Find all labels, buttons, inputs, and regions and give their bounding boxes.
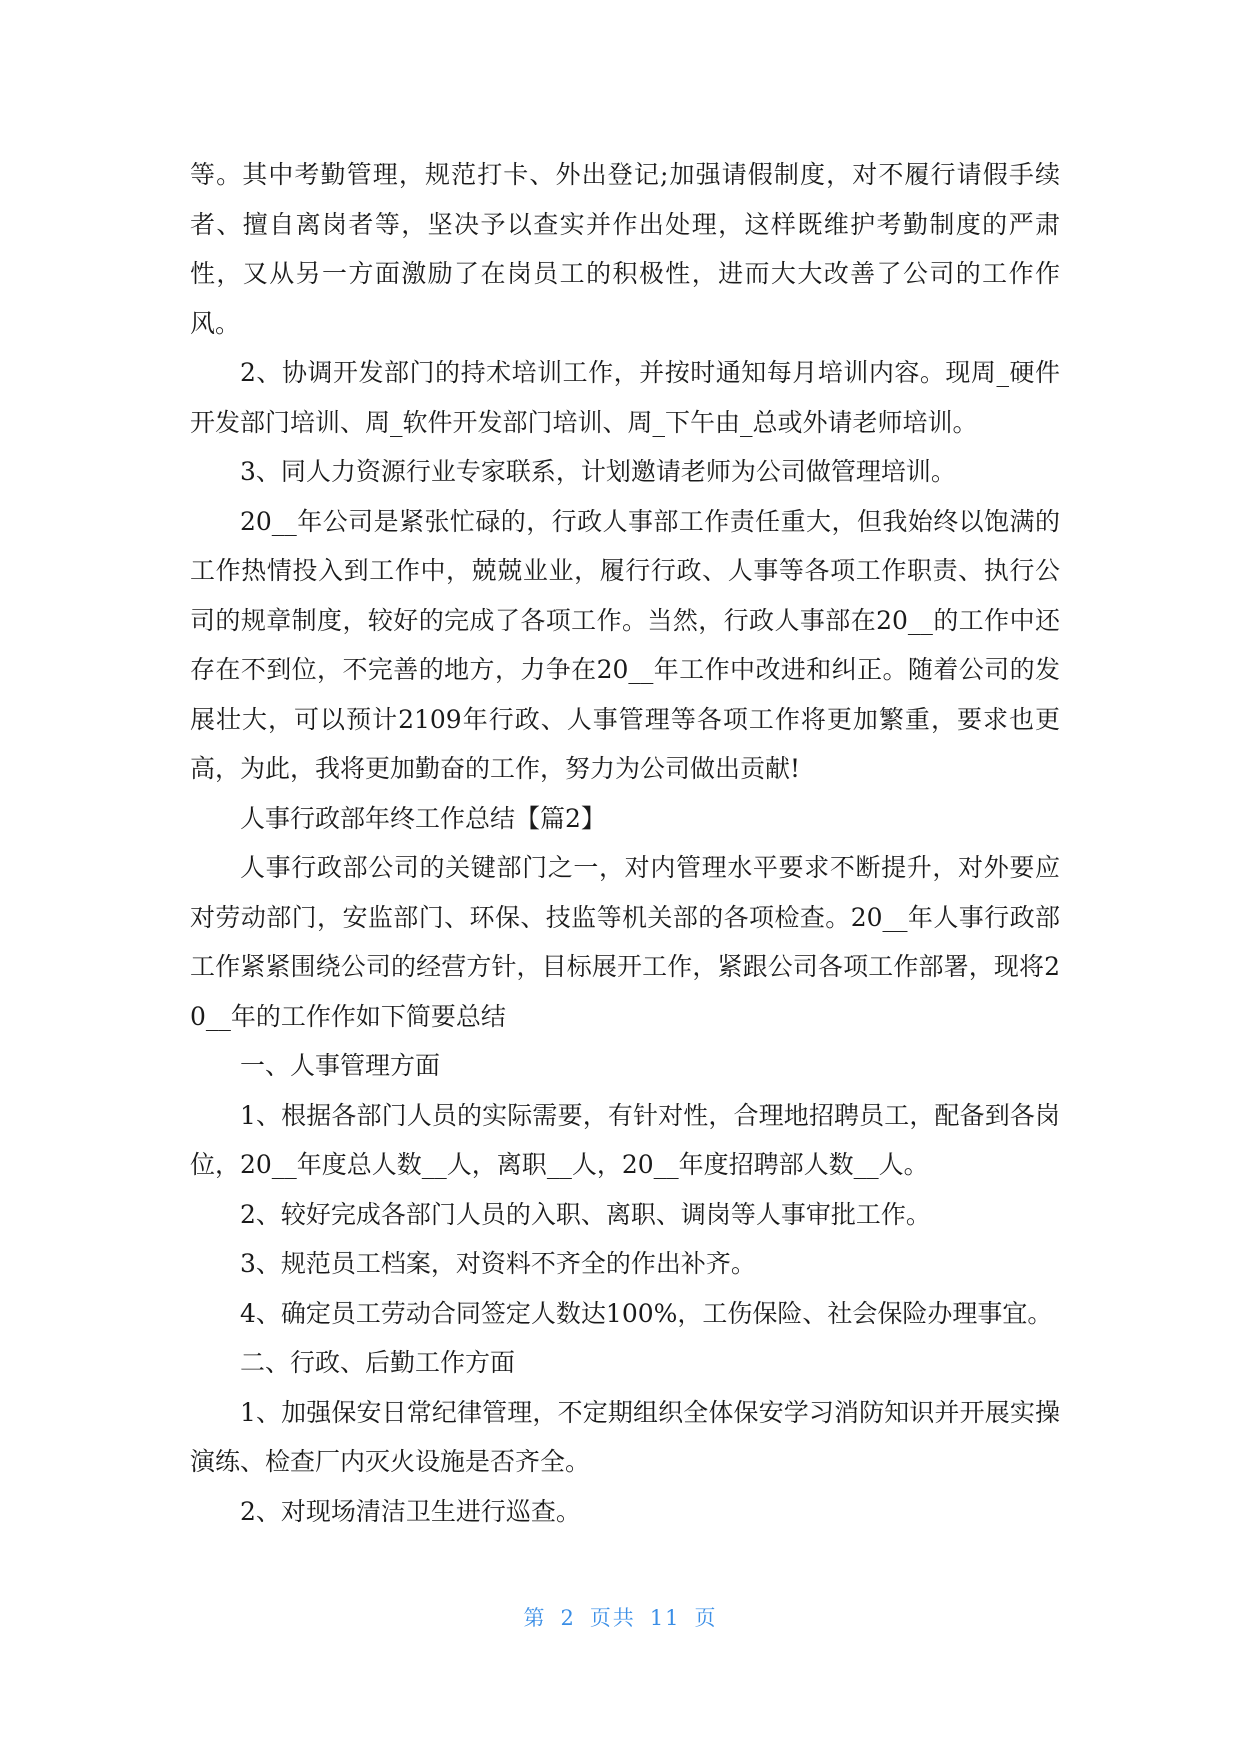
paragraph: 等。其中考勤管理，规范打卡、外出登记;加强请假制度，对不履行请假手续者、擅自离岗者等，坚决予以查实并作出处理，这样既维护考勤制度的严肃性，又从另一方面激励了在岗员工的积极性，进而大大改善了公司的工作作风。 (190, 160, 1060, 338)
document-body (190, 150, 1060, 1536)
page-footer (0, 1602, 1241, 1632)
paragraph: 20__年公司是紧张忙碌的，行政人事部工作责任重大，但我始终以饱满的工作热情投入到工作中，兢兢业业，履行行政、人事等各项工作职责、执行公司的规章制度，较好的完成了各项工作。当然，行政人事部在20__的工作中还存在不到位，不完善的地方，力争在20__年工作中改进和纠正。随着公司的发展壮大，可以预计2109年行政、人事管理等各项工作将更加繁重，要求也更高，为此，我将更加勤奋的工作，努力为公司做出贡献! (190, 506, 1060, 783)
page-label-mid: 页共 (589, 1606, 636, 1630)
total-pages-number: 11 (649, 1606, 681, 1630)
section-heading: 二、行政、后勤工作方面 (240, 1348, 516, 1377)
list-item: 2、对现场清洁卫生进行巡查。 (240, 1496, 581, 1526)
list-item: 1、加强保安日常纪律管理，不定期组织全体保安学习消防知识并开展实操演练、检查厂内灭火设施是否齐全。 (190, 1397, 1060, 1476)
section-heading: 人事行政部年终工作总结【篇2】 (240, 803, 606, 833)
paragraph: 人事行政部公司的关键部门之一，对内管理水平要求不断提升，对外要应对劳动部门，安监部门、环保、技监等机关部的各项检查。20__年人事行政部工作紧紧围绕公司的经营方针，目标展开工作，紧跟公司各项工作部署，现将20__年的工作作如下简要总结 (190, 853, 1060, 1031)
list-item: 3、规范员工档案，对资料不齐全的作出补齐。 (240, 1249, 756, 1278)
paragraph: 3、同人力资源行业专家联系，计划邀请老师为公司做管理培训。 (240, 457, 956, 486)
list-item: 2、较好完成各部门人员的入职、离职、调岗等人事审批工作。 (240, 1199, 931, 1229)
paragraph: 2、协调开发部门的持术培训工作，并按时通知每月培训内容。现周_硬件开发部门培训、周_软件开发部门培训、周_下午由_总或外请老师培训。 (190, 358, 1060, 437)
list-item: 4、确定员工劳动合同签定人数达100%，工伤保险、社会保险办理事宜。 (240, 1298, 1053, 1328)
section-heading: 一、人事管理方面 (240, 1051, 441, 1080)
list-item: 1、根据各部门人员的实际需要，有针对性，合理地招聘员工，配备到各岗位，20__年度总人数__人，离职__人，20__年度招聘部人数__人。 (190, 1100, 1060, 1179)
page-label-prefix: 第 (523, 1606, 547, 1630)
page-label-suffix: 页 (694, 1606, 718, 1630)
current-page-number: 2 (560, 1606, 576, 1630)
